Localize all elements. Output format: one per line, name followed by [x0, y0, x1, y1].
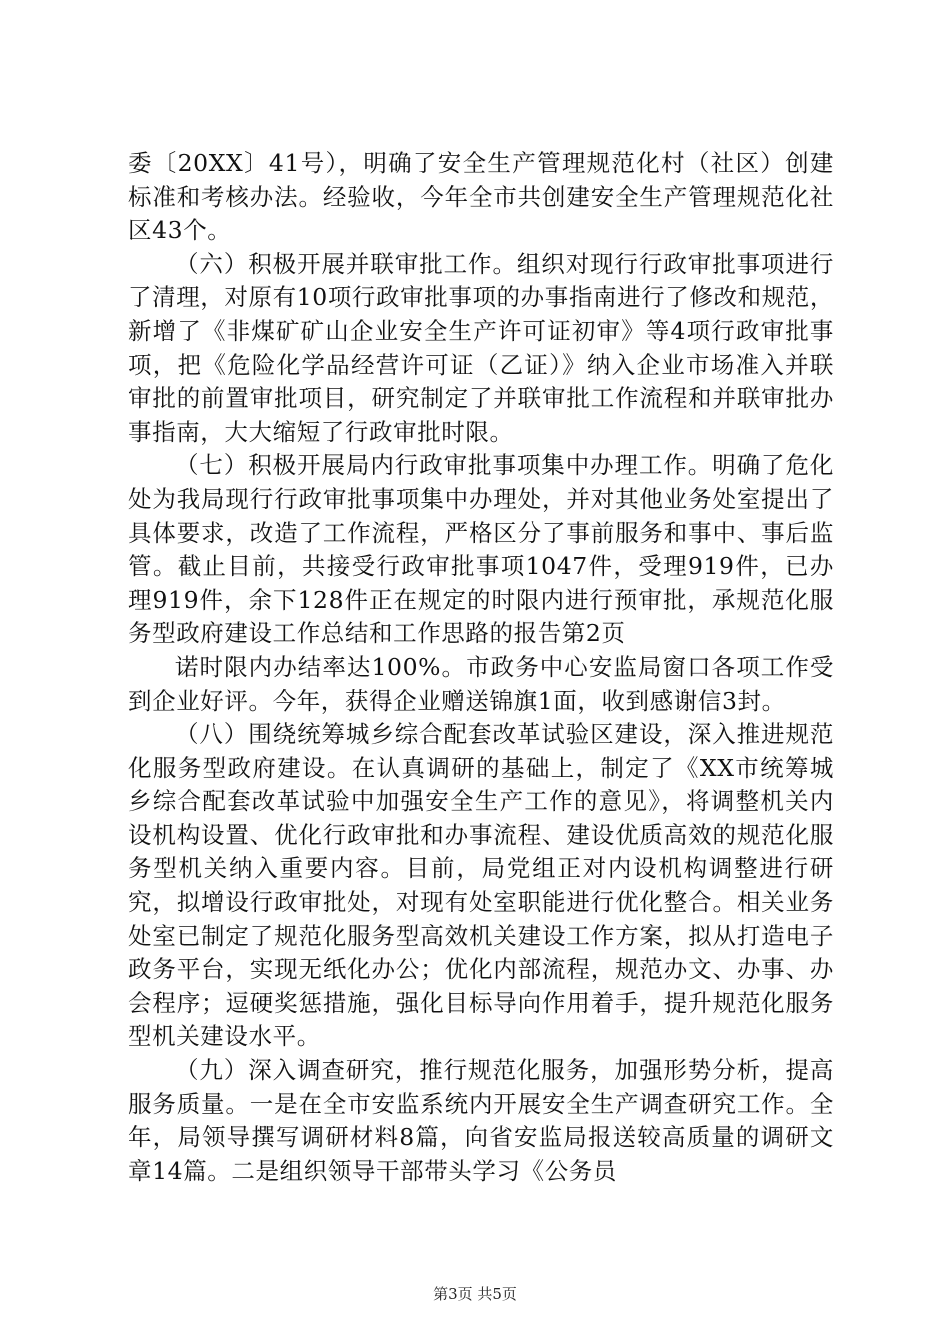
paragraph-section-7-continued: 诺时限内办结率达100%。市政务中心安监局窗口各项工作受到企业好评。今年，获得企业赠送锦旗1面，收到感谢信3封。 — [128, 652, 834, 715]
paragraph-section-7: （七）积极开展局内行政审批事项集中办理工作。明确了危化处为我局现行行政审批事项集中办理处，并对其他业务处室提出了具体要求，改造了工作流程，严格区分了事前服务和事中、事后监管。截止目前，共接受行政审批事项1047件，受理919件，已办理919件，余下128件正在规定的时限内进行预审批，承规范化服务型政府建设工作总结和工作思路的报告第2页 — [128, 451, 834, 648]
paragraph-section-8: （八）围绕统筹城乡综合配套改革试验区建设，深入推进规范化服务型政府建设。在认真调研的基础上，制定了《XX市统筹城乡综合配套改革试验中加强安全生产工作的意见》，将调整机关内设机构设置、优化行政审批和办事流程、建设优质高效的规范化服务型机关纳入重要内容。目前，局党组正对内设机构调整进行研究，拟增设行政审批处，对现有处室职能进行优化整合。相关业务处室已制定了规范化服务型高效机关建设工作方案，拟从打造电子政务平台，实现无纸化办公；优化内部流程，规范办文、办事、办会程序；逗硬奖惩措施，强化目标导向作用着手，提升规范化服务型机关建设水平。 — [128, 720, 834, 1051]
document-body — [128, 147, 834, 1188]
page-footer: 第3页 共5页 — [433, 1285, 517, 1303]
paragraph-continuation: 委〔20XX〕41号），明确了安全生产管理规范化村（社区）创建标准和考核办法。经验收，今年全市共创建安全生产管理规范化社区43个。 — [128, 149, 834, 245]
paragraph-section-6: （六）积极开展并联审批工作。组织对现行行政审批事项进行了清理，对原有10项行政审批事项的办事指南进行了修改和规范，新增了《非煤矿矿山企业安全生产许可证初审》等4项行政审批事项，把《危险化学品经营许可证（乙证）》纳入企业市场准入并联审批的前置审批项目，研究制定了并联审批工作流程和并联审批办事指南，大大缩短了行政审批时限。 — [128, 249, 834, 446]
paragraph-section-9: （九）深入调查研究，推行规范化服务，加强形势分析，提高服务质量。一是在全市安监系统内开展安全生产调查研究工作。全年，局领导撰写调研材料8篇，向省安监局报送较高质量的调研文章14篇。二是组织领导干部带头学习《公务员 — [128, 1056, 834, 1185]
